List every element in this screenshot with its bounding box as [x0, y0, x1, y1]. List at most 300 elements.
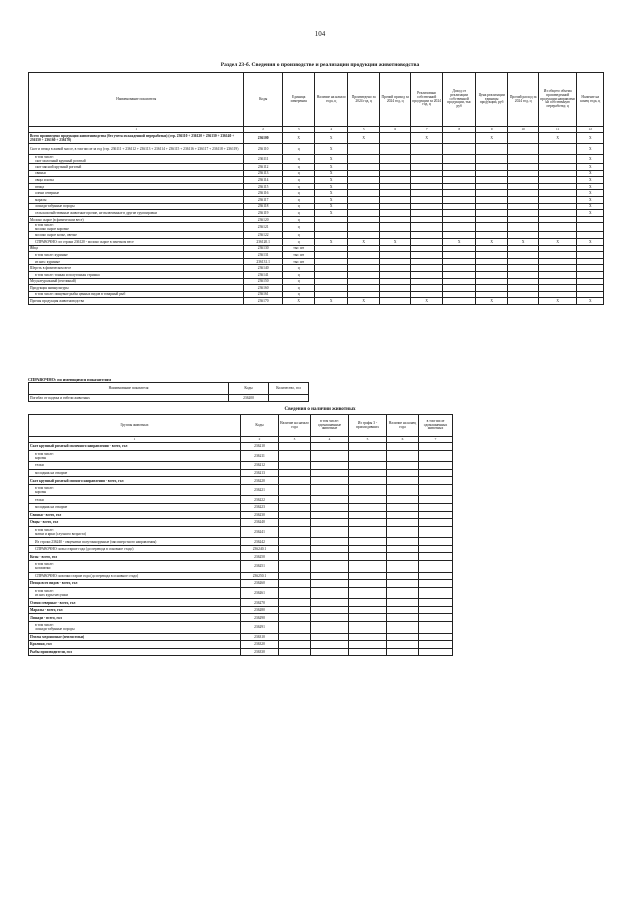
row-label-text: Козы - всего, гол	[30, 554, 58, 559]
table-cell	[380, 291, 410, 298]
table-cell	[443, 183, 476, 190]
table-cell	[577, 265, 604, 272]
column-number: 12	[577, 127, 604, 133]
row-unit: ц	[282, 177, 315, 184]
table-cell	[410, 278, 443, 285]
table-cell	[419, 614, 453, 622]
table-cell	[387, 648, 419, 656]
table-cell	[410, 196, 443, 203]
table-row	[29, 133, 604, 144]
table-cell	[349, 538, 387, 546]
table-cell	[508, 183, 538, 190]
table-cell	[419, 606, 453, 614]
table-cell	[315, 265, 348, 272]
table-cell	[380, 252, 410, 259]
table-cell: X	[475, 238, 508, 245]
column-header: Наличие на начало года	[279, 415, 311, 437]
row-code: 236230	[241, 511, 279, 519]
table-cell	[387, 587, 419, 599]
row-code: 236200	[229, 395, 269, 402]
table-cell: X	[577, 164, 604, 171]
table-row	[29, 443, 453, 451]
table-cell	[380, 285, 410, 292]
row-label	[29, 223, 244, 232]
table-cell	[419, 633, 453, 641]
table-cell	[508, 164, 538, 171]
table-cell	[508, 252, 538, 259]
table-cell	[311, 633, 349, 641]
row-code: 236113	[244, 170, 283, 177]
table-cell	[538, 245, 577, 252]
column-number: 4	[315, 127, 348, 133]
table-cell	[443, 164, 476, 171]
table-cell	[419, 511, 453, 519]
table-cell	[443, 252, 476, 259]
table-cell	[538, 271, 577, 278]
row-label-text: свиньи	[35, 171, 46, 176]
row-label-text: Овцы - всего, гол	[30, 520, 59, 525]
row-code: 236280	[241, 606, 279, 614]
table-cell: X	[577, 203, 604, 210]
column-number: 6	[380, 127, 410, 133]
table-cell	[347, 170, 380, 177]
table-cell	[349, 545, 387, 553]
table-cell	[347, 278, 380, 285]
table-cell	[380, 190, 410, 197]
row-label-text: телки	[35, 463, 44, 468]
row-code: 236121	[244, 223, 283, 232]
table-cell	[349, 622, 387, 634]
row-label	[29, 164, 244, 171]
table-row	[29, 278, 604, 285]
table-cell: X	[315, 183, 348, 190]
row-label-text: Мед натуральный (пчелиный)	[30, 279, 76, 284]
table-cell	[387, 599, 419, 607]
row-label	[29, 545, 241, 553]
row-unit: ц	[282, 285, 315, 292]
table-cell: X	[315, 177, 348, 184]
table-row	[29, 614, 453, 622]
table-row	[29, 271, 604, 278]
table-cell	[475, 164, 508, 171]
table-row	[29, 155, 604, 164]
table-row	[29, 196, 604, 203]
row-code: 236220	[241, 477, 279, 485]
row-label	[29, 469, 241, 477]
table-cell	[349, 511, 387, 519]
row-label	[29, 484, 241, 496]
table-cell	[380, 155, 410, 164]
row-code: 236117	[244, 196, 283, 203]
table-cell: X	[577, 133, 604, 144]
table-row	[29, 395, 309, 402]
table-cell: X	[577, 210, 604, 217]
table-row	[29, 496, 453, 504]
table-cell	[349, 469, 387, 477]
table-cell	[315, 245, 348, 252]
column-number: 5	[347, 127, 380, 133]
column-number: 5	[349, 437, 387, 443]
row-unit: X	[282, 298, 315, 305]
table-cell: X	[577, 170, 604, 177]
row-label	[29, 271, 244, 278]
table-cell	[410, 216, 443, 223]
table-cell	[410, 170, 443, 177]
table-cell	[311, 496, 349, 504]
table-cell	[311, 648, 349, 656]
table-row	[29, 622, 453, 634]
table-row	[29, 484, 453, 496]
table-cell	[311, 519, 349, 527]
row-label	[29, 177, 244, 184]
table-cell	[443, 245, 476, 252]
table-cell: X	[315, 190, 348, 197]
table-cell	[380, 183, 410, 190]
table-row	[29, 587, 453, 599]
row-code: 236250	[241, 553, 279, 561]
table-row	[29, 545, 453, 553]
column-header: Прочий приход за 2024 год, ц	[380, 73, 410, 127]
table-cell	[311, 606, 349, 614]
table-cell	[419, 477, 453, 485]
table-cell	[419, 526, 453, 538]
column-header: Доход от реализации собственной продукции, тыс руб	[443, 73, 476, 127]
table-cell	[538, 216, 577, 223]
table-cell: X	[315, 196, 348, 203]
table-cell	[315, 216, 348, 223]
table-cell	[410, 203, 443, 210]
table-cell	[508, 258, 538, 265]
table-cell	[279, 614, 311, 622]
column-header: Наименование показателя	[29, 383, 229, 395]
row-label	[29, 238, 244, 245]
row-code: 236240.1	[241, 545, 279, 553]
table-cell	[347, 203, 380, 210]
row-unit: тыс шт	[282, 252, 315, 259]
table-cell	[538, 170, 577, 177]
table-cell	[475, 278, 508, 285]
table-cell	[475, 170, 508, 177]
table-cell	[538, 183, 577, 190]
table-cell	[410, 291, 443, 298]
table-cell	[508, 291, 538, 298]
table-row	[29, 519, 453, 527]
table-cell	[279, 641, 311, 649]
table-cell	[311, 641, 349, 649]
column-header: Из графы 3 - приплодивших	[349, 415, 387, 437]
table-cell: X	[315, 298, 348, 305]
table-cell	[443, 155, 476, 164]
table-cell	[349, 553, 387, 561]
table-cell	[538, 144, 577, 155]
row-unit: ц	[282, 265, 315, 272]
row-label	[29, 265, 244, 272]
row-label-text: Олени северные - всего, гол	[30, 600, 76, 605]
table-cell	[410, 164, 443, 171]
table-row	[29, 291, 604, 298]
column-header: Группы животных	[29, 415, 241, 437]
table-cell	[380, 278, 410, 285]
row-code: 236110	[244, 144, 283, 155]
row-code: 236210	[241, 443, 279, 451]
table-cell	[315, 232, 348, 239]
table-cell: X	[315, 144, 348, 155]
table-cell	[419, 469, 453, 477]
table-cell	[315, 252, 348, 259]
row-code: 236140	[244, 265, 283, 272]
table-cell: X	[538, 238, 577, 245]
table-cell	[347, 210, 380, 217]
table-cell	[311, 614, 349, 622]
table-cell: X	[475, 133, 508, 144]
table-cell: X	[577, 183, 604, 190]
table-cell	[279, 606, 311, 614]
table-cell	[387, 484, 419, 496]
table-cell	[349, 496, 387, 504]
column-header: Реализовано собственной продукции за 2024 год, ц	[410, 73, 443, 127]
table-cell	[279, 526, 311, 538]
row-code: 236260	[241, 580, 279, 588]
row-label-text: Рыбы производители, гол	[30, 649, 72, 654]
row-code: 236120.1	[244, 238, 283, 245]
row-label	[29, 298, 244, 305]
row-code: 236115	[244, 183, 283, 190]
table-cell	[380, 223, 410, 232]
table-cell	[269, 395, 309, 402]
table-cell	[410, 144, 443, 155]
table-cell	[508, 170, 538, 177]
table-cell	[387, 511, 419, 519]
table-cell	[279, 599, 311, 607]
row-code: 236250.1	[241, 572, 279, 580]
table-cell	[475, 196, 508, 203]
row-label	[29, 170, 244, 177]
table-cell	[508, 216, 538, 223]
row-label	[29, 450, 241, 462]
row-label-text: Кролики, гол	[30, 642, 52, 647]
row-label	[29, 196, 244, 203]
table-cell	[349, 633, 387, 641]
table-cell	[508, 196, 538, 203]
table-row	[29, 245, 604, 252]
row-code: 236160	[244, 285, 283, 292]
table-cell	[311, 511, 349, 519]
table-row	[29, 265, 604, 272]
table-cell	[311, 484, 349, 496]
row-label	[29, 572, 241, 580]
row-sublabel-text: из них куры-несушки	[35, 592, 69, 597]
table-cell	[387, 469, 419, 477]
row-code: 236114	[244, 177, 283, 184]
table-cell	[387, 462, 419, 470]
table-cell	[347, 183, 380, 190]
table-cell: X	[380, 238, 410, 245]
column-number: 3	[282, 127, 315, 133]
table-row	[29, 469, 453, 477]
row-label	[29, 526, 241, 538]
table-cell	[380, 203, 410, 210]
table-cell	[419, 496, 453, 504]
table-cell	[419, 538, 453, 546]
column-header: в том числе: одомашненные животные	[311, 415, 349, 437]
table-row	[29, 641, 453, 649]
row-unit: ц	[282, 155, 315, 164]
row-label	[29, 503, 241, 511]
row-label	[29, 633, 241, 641]
table-cell	[577, 271, 604, 278]
row-label	[29, 606, 241, 614]
table-cell	[349, 477, 387, 485]
table-cell	[347, 190, 380, 197]
table-cell	[349, 580, 387, 588]
table-cell	[347, 265, 380, 272]
row-label	[29, 587, 241, 599]
table-cell	[380, 232, 410, 239]
table-row	[29, 599, 453, 607]
table-cell: X	[315, 164, 348, 171]
row-label	[29, 245, 244, 252]
row-sublabel-text: коровы	[35, 490, 47, 495]
table-cell	[380, 170, 410, 177]
table-cell	[508, 190, 538, 197]
table-cell	[419, 503, 453, 511]
row-code: 236213	[241, 469, 279, 477]
row-label	[29, 580, 241, 588]
table-cell	[538, 190, 577, 197]
table-cell	[419, 519, 453, 527]
table-cell	[387, 450, 419, 462]
row-unit: ц	[282, 210, 315, 217]
table-cell	[419, 450, 453, 462]
row-unit: ц	[282, 271, 315, 278]
row-label	[29, 232, 244, 239]
table-cell	[279, 450, 311, 462]
table-cell	[349, 606, 387, 614]
table-cell: X	[315, 238, 348, 245]
table-cell	[387, 561, 419, 573]
table-cell	[279, 503, 311, 511]
row-label	[29, 553, 241, 561]
table-cell	[538, 232, 577, 239]
table-cell	[349, 450, 387, 462]
row-label-text: Молоко сырое (в физическом весе)	[30, 217, 84, 222]
table-cell	[419, 587, 453, 599]
table-cell: X	[577, 190, 604, 197]
table-cell	[387, 633, 419, 641]
row-label-text: Из строки 236240 - овцематки полутонкорунные (мясошерстного направления)	[35, 539, 157, 544]
table-cell	[443, 291, 476, 298]
row-label	[29, 496, 241, 504]
table-cell	[508, 203, 538, 210]
row-code: 236118	[244, 203, 283, 210]
table-cell	[279, 633, 311, 641]
table-cell	[349, 503, 387, 511]
table-cell	[475, 144, 508, 155]
table-cell	[419, 599, 453, 607]
table-cell	[508, 144, 538, 155]
row-label-text: Скот и птица в живой массе, в том числе за год (стр. 236111 + 236112 + 236113 + 236114 + 236115 + 236116 + 236117 + 236118 + 236119)	[30, 147, 239, 151]
table-row	[29, 298, 604, 305]
row-label-text: молоко сырое козье, овечье	[35, 233, 77, 238]
table-cell	[380, 245, 410, 252]
row-label-text: СПРАВОЧНО: из строки 236120 - молоко сырое в зачетном весе	[35, 239, 134, 244]
table-cell: X	[410, 133, 443, 144]
row-label-text: лошади табунные породы	[35, 204, 75, 209]
row-unit: X	[282, 133, 315, 144]
table-cell	[419, 580, 453, 588]
table-cell	[443, 177, 476, 184]
table-cell	[349, 526, 387, 538]
table-cell	[475, 203, 508, 210]
table-cell	[315, 223, 348, 232]
row-label	[29, 443, 241, 451]
table-row	[29, 450, 453, 462]
row-label-text: Продукция аквакультуры	[30, 285, 69, 290]
table-cell	[538, 164, 577, 171]
table-cell: X	[315, 210, 348, 217]
table-cell	[347, 245, 380, 252]
table-cell	[508, 278, 538, 285]
row-label	[29, 190, 244, 197]
table-cell	[410, 238, 443, 245]
table-cell	[279, 553, 311, 561]
row-code: 236291	[241, 622, 279, 634]
column-header: Из общего объема произведенной продукции направлено на собственную переработку, ц	[538, 73, 577, 127]
table-cell	[349, 519, 387, 527]
table-row	[29, 210, 604, 217]
table-cell	[475, 271, 508, 278]
row-label	[29, 622, 241, 634]
row-code: 236150	[244, 278, 283, 285]
table-cell	[311, 450, 349, 462]
table-cell	[508, 232, 538, 239]
table-cell	[387, 545, 419, 553]
table-cell	[538, 252, 577, 259]
row-label-text: сельскохозяйственные животные прочие, не включенные в другие группировки	[35, 210, 157, 215]
column-header: Наличие на конец года, ц	[577, 73, 604, 127]
table-cell	[315, 291, 348, 298]
table-cell	[279, 580, 311, 588]
row-label-text: птица	[35, 184, 44, 189]
table-row	[29, 258, 604, 265]
row-label-text: Пчелы медоносные (пчелосемьи)	[30, 634, 85, 639]
table-cell	[443, 170, 476, 177]
row-label	[29, 133, 244, 144]
row-unit: ц	[282, 238, 315, 245]
table-cell	[443, 258, 476, 265]
row-code: 236120	[244, 216, 283, 223]
table-cell	[410, 155, 443, 164]
table-cell	[410, 223, 443, 232]
table-cell	[410, 245, 443, 252]
table-cell	[311, 526, 349, 538]
row-code: 236261	[241, 587, 279, 599]
column-header: Наименование показателя	[29, 73, 244, 127]
table-cell	[349, 462, 387, 470]
column-number: 1	[29, 127, 244, 133]
table-cell: X	[315, 155, 348, 164]
row-label-text: телки	[35, 497, 44, 502]
row-label	[29, 216, 244, 223]
production-table	[28, 72, 604, 305]
table-cell	[475, 155, 508, 164]
table-cell	[443, 271, 476, 278]
row-sublabel-text: лошади табунные породы	[35, 627, 75, 632]
table-cell	[410, 190, 443, 197]
table-row	[29, 190, 604, 197]
table-cell	[475, 258, 508, 265]
table-cell	[311, 538, 349, 546]
